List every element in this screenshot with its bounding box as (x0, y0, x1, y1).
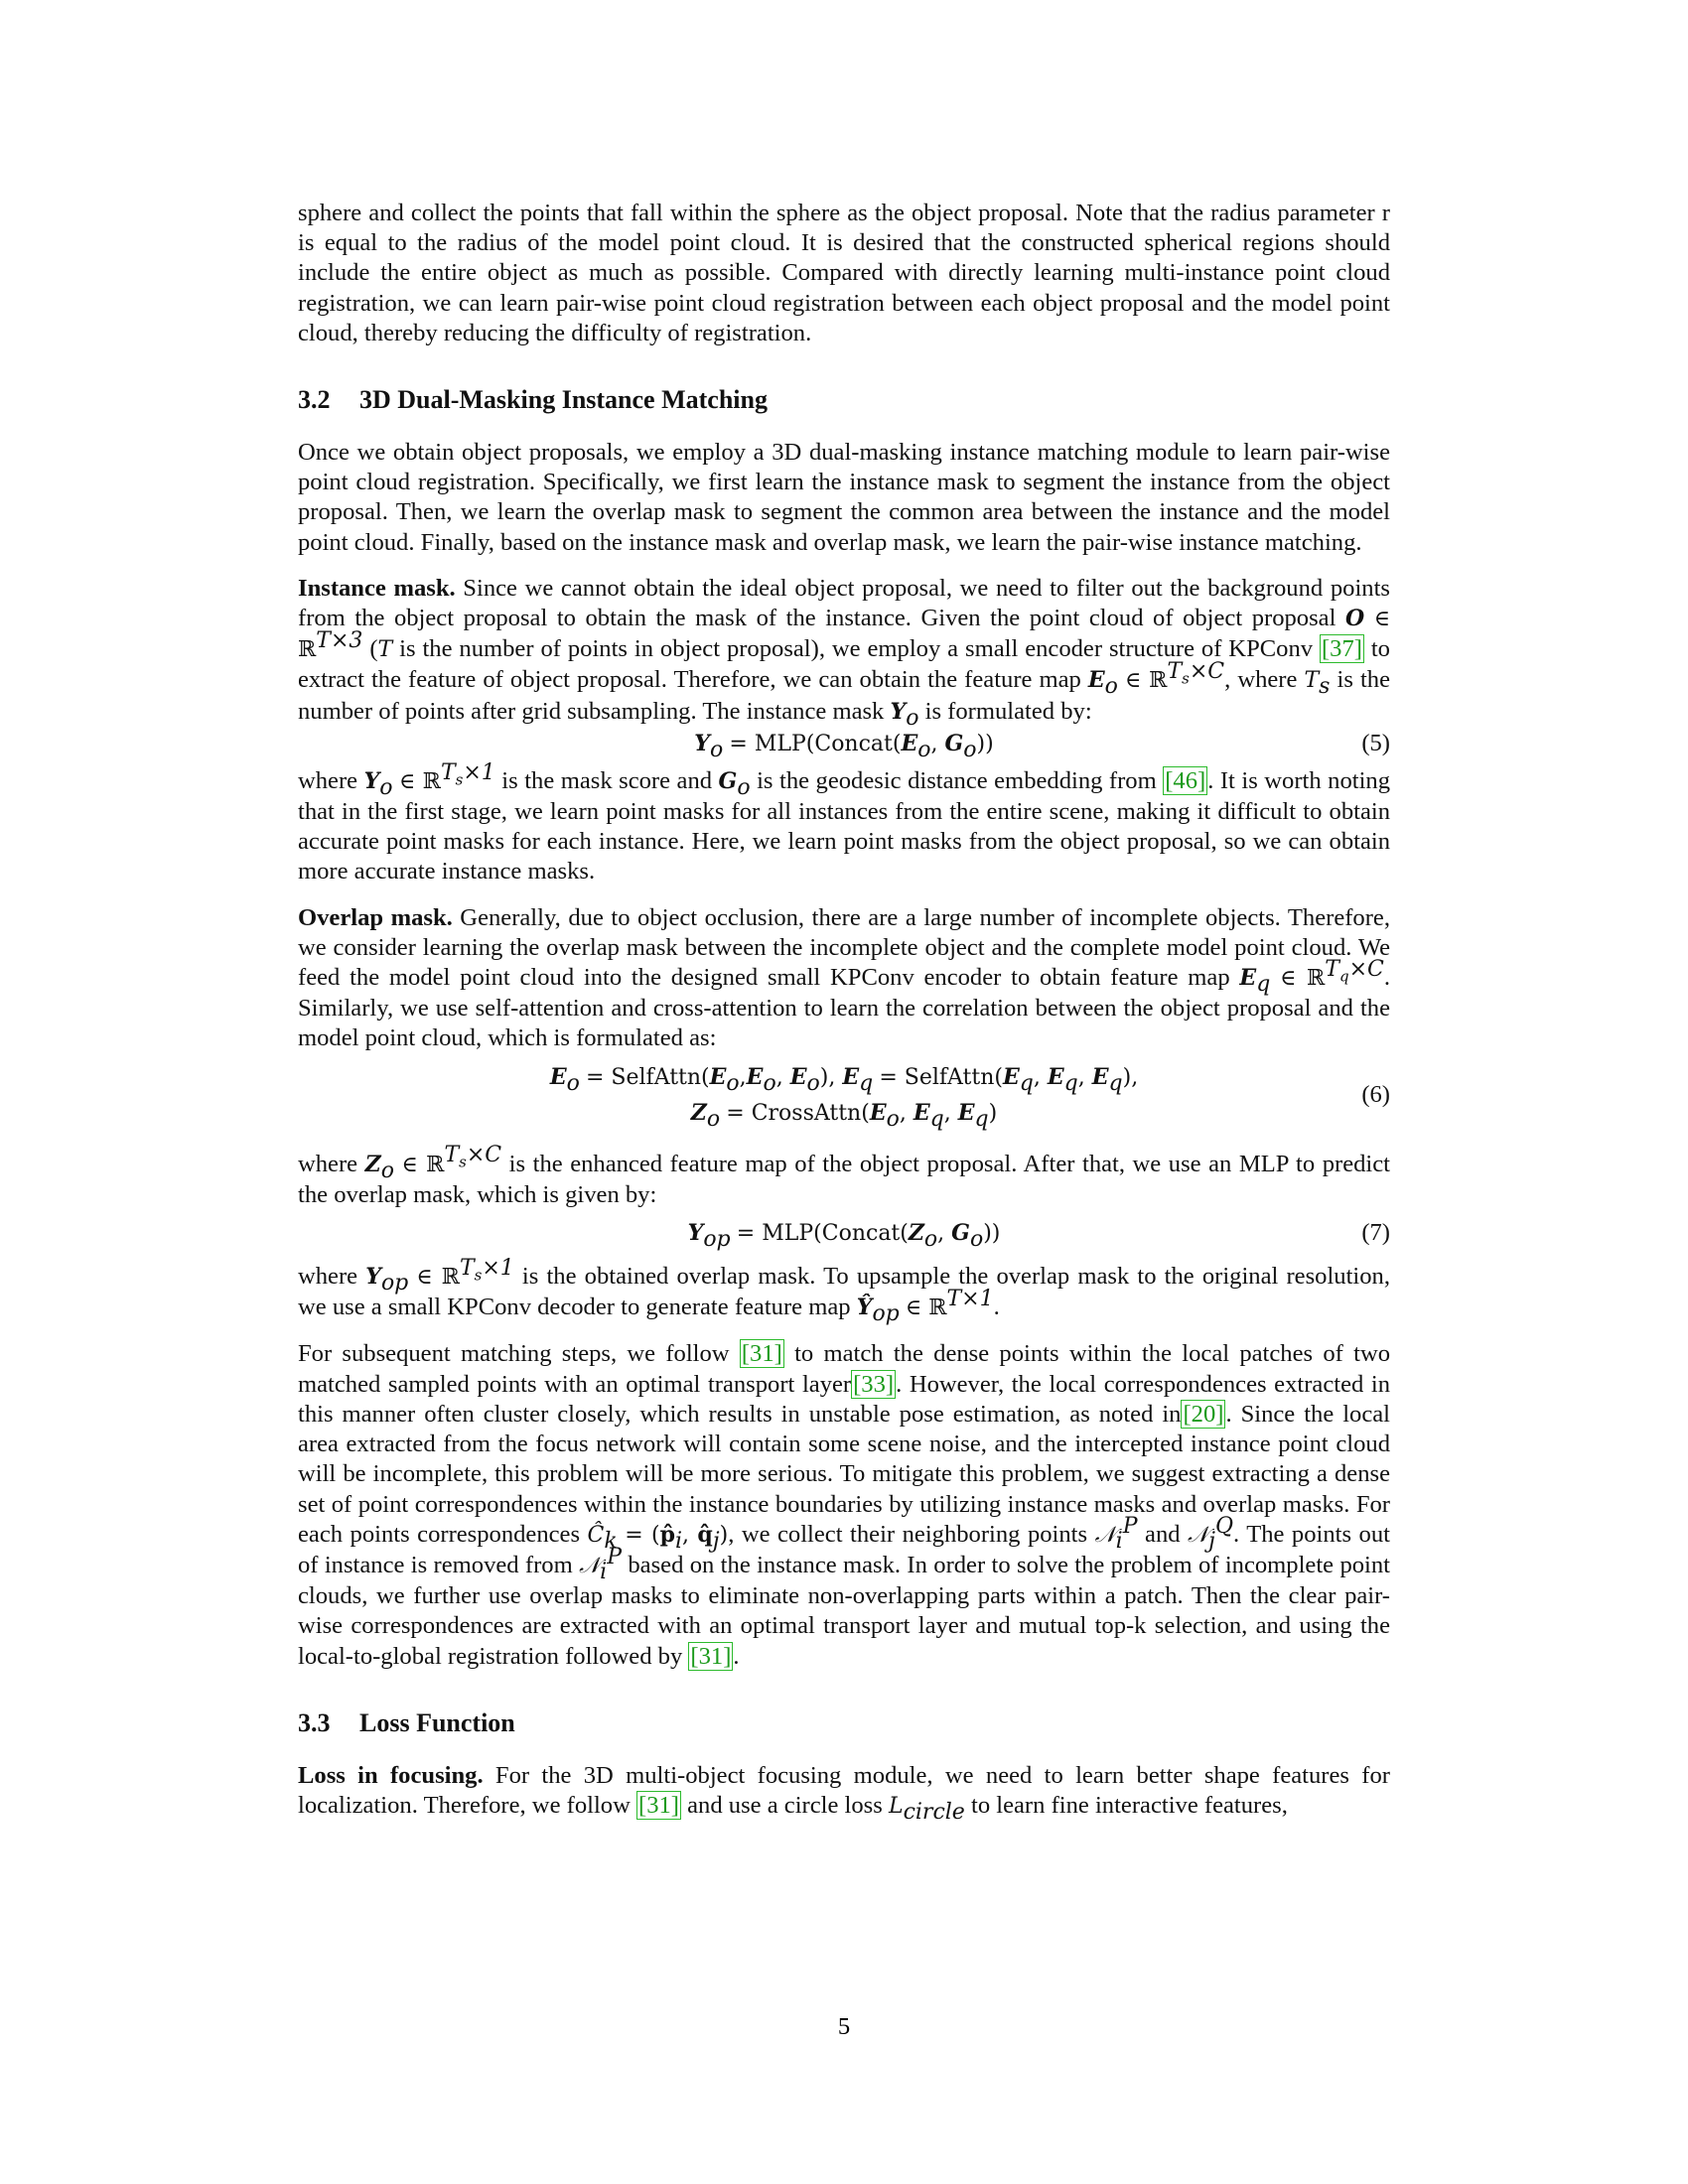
equation-line-1: $E_o$ = $SelfAttn(E_o,E_o$, $E_o$), $E_q$ = $SelfAttn(E_q$, $E_q$, $E_q$), (549, 1063, 1139, 1096)
citation-link[interactable]: [31] (638, 1791, 679, 1819)
equation-body: $Y_{op}$ = $MLP(Concat(Z_o$, $G_o$)) (687, 1220, 1001, 1252)
text-span: , where (1224, 666, 1305, 694)
paper-page (298, 199, 1390, 1838)
text-span: where (298, 1263, 366, 1291)
text-span: and use a circle loss (680, 1791, 889, 1819)
text-span: is the obtained overlap mask. To upsample the overlap mask to the original resolution, we use a small KPConv decoder to generate feature map (298, 1263, 1390, 1321)
text-span: . (993, 1294, 1000, 1321)
equation-number: (5) (1361, 729, 1390, 756)
text-span: is formulated by: (918, 697, 1092, 725)
text-span: . It is worth noting that in the first stage, we learn point masks for all instances from the entire scene, making it difficult to obtain accurate point masks for each instance. Here, we learn point masks from the object proposal, so we can obtain more accurate instance masks. (298, 766, 1391, 886)
matching-paragraph: For subsequent matching steps, we follow [31] to match the dense points within the local patches of two matched sampled points with an optimal transport layer[33]. However, the local correspondences extracted in this manner often cluster closely, which results in unstable pose estimation, as noted in[20]. Since the local area extracted from the focus network will contain some scene noise, and the intercepted instance point cloud will be incomplete, this problem will be more serious. To mitigate this problem, we suggest extracting a dense set of point correspondences within the instance boundaries by utilizing instance masks and overlap masks. For each points correspondences $Ĉ_k$ = ($p̂_i$, $q̂_j$), we collect their neighboring points 𝒩$_i^P$ and 𝒩$_j^Q$. The points out of instance is removed from 𝒩$_i^P$ based on the instance mask. In order to solve the problem of incomplete point clouds, we further use overlap masks to eliminate non-overlapping parts within a patch. Then the clear pair-wise correspondences are extracted with an optimal transport layer and mutual top-k selection, and using the local-to-global registration followed by [31]. (298, 1340, 1390, 1670)
section-title: 3D Dual-Masking Instance Matching (359, 385, 768, 415)
after-eq7-paragraph: where $Y_{op}$ ∈ ℝ$^{T_s\times 1}$ is the obtained overlap mask. To upsample the overlap mask to the original resolution, we use a small KPConv decoder to generate feature map $Ŷ_{op}$ ∈ ℝ$^{T\times 1}$. (298, 1255, 1390, 1327)
text-span: . However, the local correspondences extracted in this manner often cluster closely, which results in unstable pose estimation, as noted in (298, 1370, 1390, 1428)
citation-link[interactable]: [33] (853, 1370, 895, 1398)
after-eq6-paragraph: where $Z_o$ ∈ ℝ$^{T_s\times C}$ is the enhanced feature map of the object proposal. After that, we use an MLP to predict the overlap mask, which is given by: (298, 1143, 1390, 1208)
text-span: . The points out of instance is removed from (298, 1520, 1390, 1578)
page-number: 5 (837, 2013, 851, 2040)
paragraph-lead: Loss in focusing. (298, 1761, 484, 1789)
text-span: is the enhanced feature map of the object proposal. After that, we use an MLP to predict the overlap mask, which is given by: (298, 1150, 1390, 1208)
section-heading (298, 1707, 1390, 1739)
intro-paragraph: sphere and collect the points that fall within the sphere as the object proposal. Note that the radius parameter r is equal to the radius of the model point cloud. It is desired that the constructed spherical regions should include the entire object as much as possible. Compared with directly learning multi-instance point cloud registration, we can learn pair-wise point cloud registration between each object proposal and the model point cloud, thereby reducing the difficulty of registration. (298, 200, 1390, 346)
text-span: is the geodesic distance embedding from (750, 766, 1164, 794)
section-heading (298, 384, 1390, 416)
citation-link[interactable]: [31] (690, 1642, 732, 1670)
text-span: based on the instance mask. In order to solve the problem of incomplete point clouds, we further use overlap masks to eliminate non-overlapping parts within a patch. Then the clear pair-wise correspondences are extracted with an optimal transport layer and mutual top-k selection, and using the local-to-global registration followed by (298, 1551, 1390, 1670)
citation-link[interactable]: [31] (741, 1340, 782, 1368)
equation-line-2: $Z_o$ = $CrossAttn(E_o$, $E_q$, $E_q$) (690, 1099, 998, 1132)
paragraph-lead: Overlap mask. (298, 903, 453, 931)
section-number: 3.3 (298, 1707, 331, 1737)
text-span: ( (362, 635, 378, 663)
section-title: Loss Function (359, 1707, 515, 1737)
equation-body: $Y_o$ = $MLP(Concat(E_o$, $G_o$)) (694, 730, 994, 762)
text-span: is the number of points after grid subsampling. The instance mask (298, 666, 1391, 725)
citation-link[interactable]: [37] (1321, 635, 1362, 663)
text-span: to match the dense points within the local patches of two matched sampled points with an optimal transport layer (298, 1340, 1390, 1398)
equation-5 (298, 729, 1390, 762)
after-eq5-paragraph: where $Y_o$ ∈ ℝ$^{T_s\times 1}$ is the mask score and $G_o$ is the geodesic distance embedding from [46]. It is worth noting that in the first stage, we learn point masks for all instances from the entire scene, making it difficult to obtain accurate point masks for each instance. Here, we learn point masks from the object proposal, so we can obtain more accurate instance masks. (298, 759, 1391, 886)
text-span: For subsequent matching steps, we follow (298, 1340, 740, 1368)
text-span: where (298, 1150, 365, 1177)
text-span: For the 3D multi-object focusing module, we need to learn better shape features for localization. Therefore, we follow (298, 1761, 1390, 1819)
equation-number: (6) (1361, 1080, 1390, 1108)
text-span: to extract the feature of object proposal. Therefore, we can obtain the feature map (298, 635, 1390, 694)
overlap-mask-paragraph: Overlap mask. Generally, due to object occlusion, there are a large number of incomplete objects. Therefore, we consider learning the overlap mask between the incomplete object and the complete model point cloud. We feed the model point cloud into the designed small KPConv encoder to obtain feature map $E_q$ ∈ ℝ$^{T_q\times C}$. Similarly, we use self-attention and cross-attention to learn the correlation between the object proposal and the model point cloud, which is formulated as: (298, 903, 1390, 1052)
text-span: Generally, due to object occlusion, there are a large number of incomplete objects. Therefore, we consider learning the overlap mask between the incomplete object and the complete model point cloud. We feed the model point cloud into the designed small KPConv encoder to obtain feature map (298, 903, 1390, 992)
equation-7 (298, 1218, 1390, 1252)
text-span: is the mask score and (494, 766, 719, 794)
section-number: 3.2 (298, 385, 331, 415)
dual-masking-paragraph: Once we obtain object proposals, we employ a 3D dual-masking instance matching module to learn pair-wise point cloud registration. Specifically, we first learn the instance mask to segment the instance from the object proposal. Then, we learn the overlap mask to segment the common area between the instance and the model point cloud. Finally, based on the instance mask and overlap mask, we learn the pair-wise instance matching. (298, 439, 1390, 556)
text-span: and (1137, 1520, 1189, 1548)
text-span: . Since the local area extracted from the focus network will contain some scene noise, and the intercepted instance point cloud will be incomplete, this problem will be more serious. To mitigate this problem, we suggest extracting a dense set of point correspondences within the instance boundaries by utilizing instance masks and overlap masks. For each points correspondences (298, 1400, 1390, 1548)
paragraph-lead: Instance mask. (298, 574, 456, 602)
citation-link[interactable]: [20] (1183, 1400, 1224, 1428)
text-span: where (298, 766, 364, 794)
equation-number: (7) (1361, 1219, 1390, 1247)
loss-paragraph: Loss in focusing. For the 3D multi-object focusing module, we need to learn better shape features for localization. Therefore, we follow [31] and use a circle loss $L_{circle}$ to learn fine interactive features, (298, 1761, 1390, 1825)
text-span: , we collect their neighboring points (728, 1520, 1095, 1548)
text-span: Since we cannot obtain the ideal object proposal, we need to filter out the background points from the object proposal to obtain the mask of the instance. Given the point cloud of object proposal (298, 574, 1390, 632)
text-span: to learn fine interactive features, (964, 1791, 1288, 1819)
text-span: . Similarly, we use self-attention and cross-attention to learn the correlation between the object proposal and the model point cloud, which is formulated as: (298, 964, 1390, 1052)
text-span: is the number of points in object proposal), we employ a small encoder structure of KPConv (392, 635, 1320, 663)
citation-link[interactable]: [46] (1165, 766, 1206, 794)
equation-6 (298, 1062, 1390, 1134)
text-span: . (733, 1642, 740, 1670)
instance-mask-paragraph: Instance mask. Since we cannot obtain the ideal object proposal, we need to filter out the background points from the object proposal to obtain the mask of the instance. Given the point cloud of object proposal O ∈ ℝ$^{T\times 3}$ (T is the number of points in object proposal), we employ a small encoder structure of KPConv [37] to extract the feature of object proposal. Therefore, we can obtain the feature map $E_o$ ∈ ℝ$^{T_s\times C}$, where $T_s$ is the number of points after grid subsampling. The instance mask $Y_o$ is formulated by: (298, 574, 1391, 731)
